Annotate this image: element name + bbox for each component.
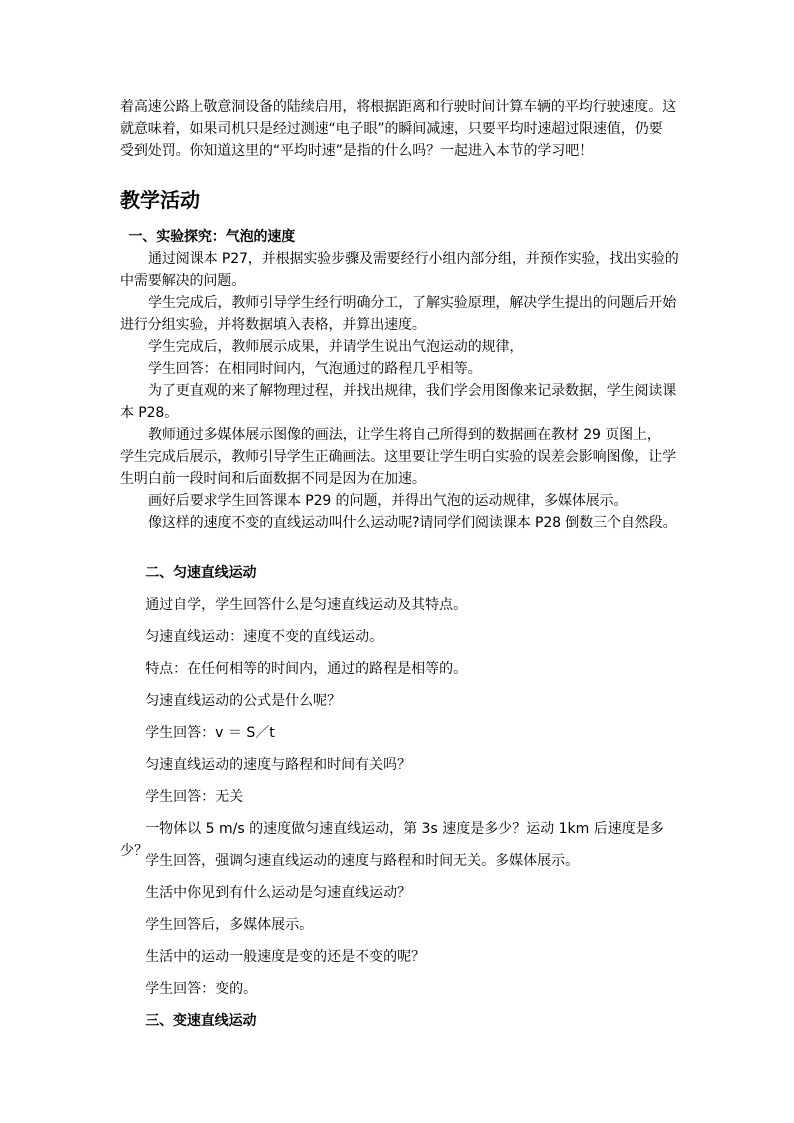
intro-line: 着高速公路上敬意洞设备的陆续启用，将根据距离和行驶时间计算车辆的平均行驶速度。这 xyxy=(120,99,676,115)
section-title: 教学活动 xyxy=(120,188,200,212)
paragraph: 学生回答：无关 xyxy=(145,789,244,805)
paragraph: 通过自学，学生回答什么是匀速直线运动及其特点。 xyxy=(145,597,468,613)
paragraph: 像这样的速度不变的直线运动叫什么运动呢?请同学们阅读课本 P28 倒数三个自然段。 xyxy=(148,515,677,531)
section-heading: 一、实验探究：气泡的速度 xyxy=(128,229,296,245)
section-uniform-motion-heading xyxy=(120,562,680,584)
intro-line: 受到处罚。你知道这里的“平均时速”是指的什么吗？一起进入本节的学习吧！ xyxy=(120,143,594,159)
paragraph: 通过阅课本 P27，并根据实验步骤及需要经行小组内部分组，并预作实验，找出实验的中需要解决的问题。 xyxy=(120,251,679,289)
section-heading: 三、变速直线运动 xyxy=(145,1013,257,1029)
paragraph: 学生完成后，教师引导学生经行明确分工，了解实验原理，解决学生提出的问题后开始进行分组实验，并将数据填入表格，并算出速度。 xyxy=(120,295,677,333)
section-variable-motion xyxy=(120,1010,680,1032)
paragraph: 学生回答：变的。 xyxy=(145,981,258,997)
paragraph: 生活中的运动一般速度是变的还是不变的呢？ xyxy=(145,949,426,965)
paragraph: 匀速直线运动：速度不变的直线运动。 xyxy=(145,629,384,645)
paragraph: 学生回答：在相同时间内，气泡通过的路程几乎相等。 xyxy=(148,361,482,377)
intro-paragraph xyxy=(120,96,680,162)
paragraph: 学生回答，强调匀速直线运动的速度与路程和时间无关。多媒体展示。 xyxy=(145,853,580,869)
paragraph: 匀速直线运动的公式是什么呢？ xyxy=(145,693,342,709)
paragraph: 学生完成后展示，教师引导学生正确画法。这里要让学生明白实验的误差会影响图像，让学生明白前一段时间和后面数据不同是因为在加速。 xyxy=(120,449,676,487)
paragraph: 画好后要求学生回答课本 P29 的问题，并得出气泡的运动规律，多媒体展示。 xyxy=(148,493,628,509)
paragraph: 学生回答后，多媒体展示。 xyxy=(145,917,314,933)
intro-line: 就意味着，如果司机只是经过测速“电子眼”的瞬间减速，只要平均时速超过限速值，仍要 xyxy=(120,121,663,137)
paragraph: 学生完成后，教师展示成果，并请学生说出气泡运动的规律， xyxy=(148,339,524,355)
paragraph: 一物体以 5 m/s 的速度做匀速直线运动，第 3s 速度是多少？运动 1km 后速度是多少？ xyxy=(120,821,664,859)
paragraph: 为了更直观的来了解物理过程，并找出规律，我们学会用图像来记录数据，学生阅读课本 P28。 xyxy=(120,383,677,421)
paragraph: 学生回答：v ＝ S／t xyxy=(145,725,275,741)
section-experiment xyxy=(120,226,680,534)
section-heading: 二、匀速直线运动 xyxy=(145,565,257,581)
paragraph: 匀速直线运动的速度与路程和时间有关吗？ xyxy=(145,757,412,773)
paragraph: 教师通过多媒体展示图像的画法，让学生将自己所得到的数据画在教材 29 页图上， xyxy=(148,427,661,443)
paragraph: 生活中你见到有什么运动是匀速直线运动？ xyxy=(145,885,412,901)
paragraph: 特点：在任何相等的时间内，通过的路程是相等的。 xyxy=(145,661,468,677)
